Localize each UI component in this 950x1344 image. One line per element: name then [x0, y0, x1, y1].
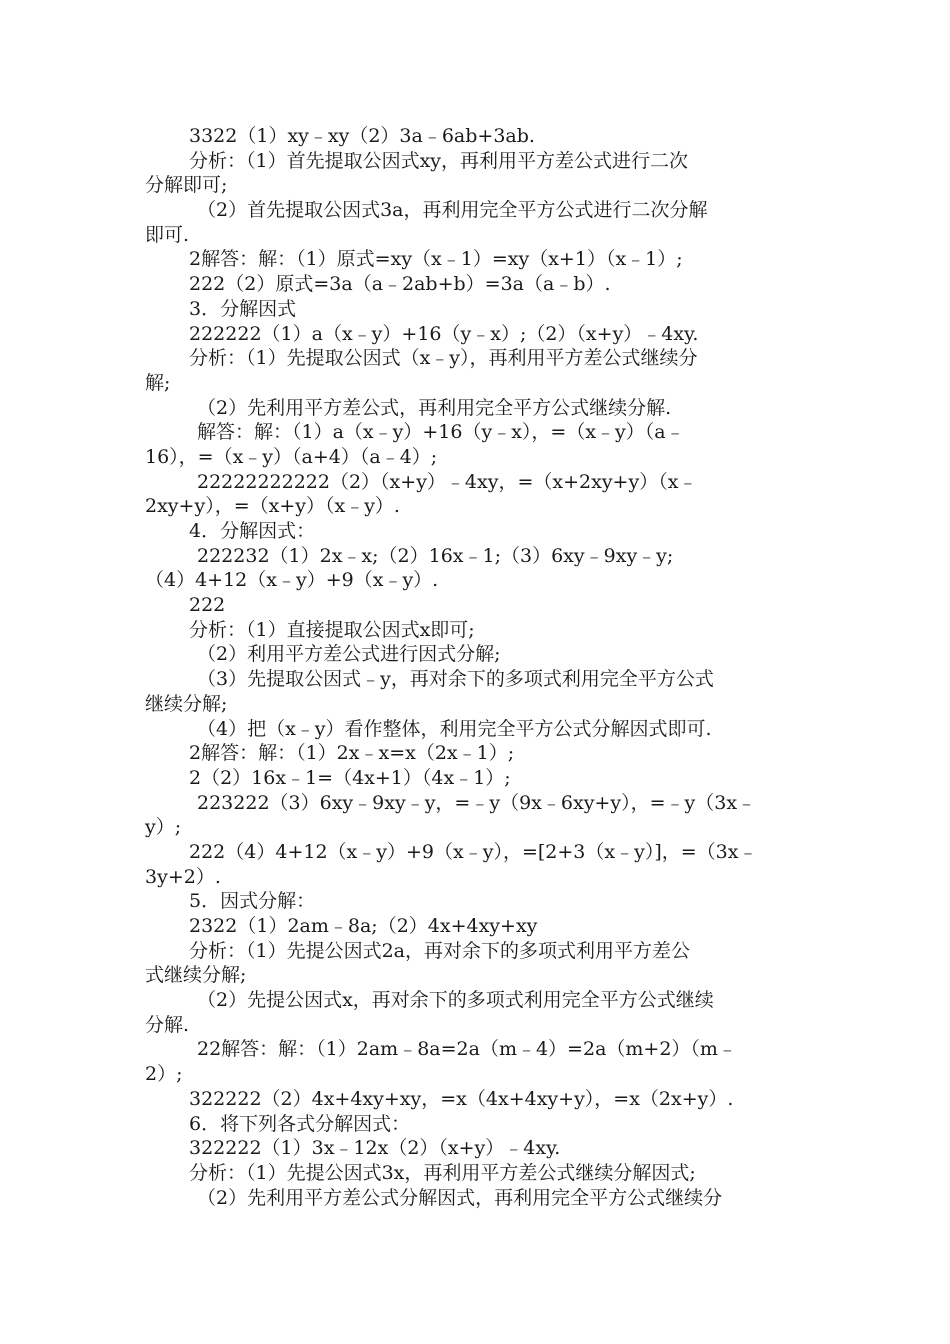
text-line: 分析：（1）直接提取公因式x即可;	[189, 618, 475, 641]
text-line: （4）把（x﹣y）看作整体，利用完全平方公式分解因式即可.	[197, 717, 712, 740]
text-line: 5．因式分解：	[189, 890, 316, 913]
text-line: （2）先提公因式x，再对余下的多项式利用完全平方公式继续	[197, 989, 714, 1012]
text-line: （2）先利用平方差公式分解因式，再利用完全平方公式继续分	[197, 1186, 723, 1209]
text-line: 222232（1）2x﹣x;（2）16x﹣1;（3）6xy﹣9xy﹣y;	[197, 544, 674, 567]
text-line: 2322（1）2am﹣8a;（2）4x+4xy+xy	[189, 915, 538, 937]
text-line: 222（4）4+12（x﹣y）+9（x﹣y），=[2+3（x﹣y）]，=（3x﹣	[189, 840, 758, 863]
text-line: 2解答：解：（1）原式=xy（x﹣1）=xy（x+1）（x﹣1）;	[189, 248, 683, 271]
text-line: （3）先提取公因式﹣y，再对余下的多项式利用完全平方公式	[197, 668, 714, 691]
text-line: 4．分解因式：	[189, 520, 316, 542]
text-line: （4）4+12（x﹣y）+9（x﹣y）.	[145, 569, 439, 592]
text-line: 222222（1）a（x﹣y）+16（y﹣x）;（2）（x+y）﹣4xy.	[189, 322, 699, 345]
text-line: 即可.	[145, 223, 190, 246]
text-line: 223222（3）6xy﹣9xy﹣y，=﹣y（9x﹣6xy+y），=﹣y（3x﹣	[197, 791, 757, 814]
document-body	[145, 124, 810, 1210]
text-line: 222（2）原式=3a（a﹣2ab+b）=3a（a﹣b）.	[189, 273, 611, 296]
text-line: 2）;	[145, 1063, 183, 1086]
text-line: （2）利用平方差公式进行因式分解;	[197, 643, 501, 666]
text-line: y）;	[145, 816, 182, 839]
text-line: 继续分解;	[145, 692, 228, 715]
text-line: 2解答：解：（1）2x﹣x=x（2x﹣1）;	[189, 742, 515, 765]
text-line: 6．将下列各式分解因式：	[189, 1112, 411, 1135]
text-line: 分解即可;	[145, 174, 228, 197]
text-line: （2）先利用平方差公式，再利用完全平方公式继续分解.	[197, 396, 672, 419]
text-line: 3y+2）.	[145, 865, 221, 888]
text-line: 16），=（x﹣y）（a+4）（a﹣4）;	[145, 445, 438, 468]
text-line: 分析：（1）先提公因式3x，再利用平方差公式继续分解因式;	[189, 1161, 696, 1184]
text-line: 322222（2）4x+4xy+xy，=x（4x+4xy+y），=x（2x+y）.	[189, 1087, 734, 1110]
text-line: 分解.	[145, 1013, 190, 1036]
text-line: 3．分解因式	[189, 297, 297, 320]
text-line: 解答：解：（1）a（x﹣y）+16（y﹣x），=（x﹣y）（a﹣	[197, 421, 685, 444]
text-line: 解;	[145, 371, 171, 394]
text-line: 22解答：解：（1）2am﹣8a=2a（m﹣4）=2a（m+2）（m﹣	[197, 1038, 737, 1061]
text-line: 2xy+y），=（x+y）（x﹣y）.	[145, 495, 400, 518]
text-line: 222	[189, 594, 226, 617]
text-line: （2）首先提取公因式3a，再利用完全平方公式进行二次分解	[197, 199, 708, 222]
text-line: 分析：（1）先提公因式2a，再对余下的多项式利用平方差公	[189, 939, 691, 962]
text-line: 分析：（1）先提取公因式（x﹣y），再利用平方差公式继续分	[189, 347, 698, 370]
text-line: 2（2）16x﹣1=（4x+1）（4x﹣1）;	[189, 766, 511, 789]
text-line: 3322（1）xy﹣xy（2）3a﹣6ab+3ab.	[189, 125, 535, 147]
text-line: 分析：（1）首先提取公因式xy，再利用平方差公式进行二次	[189, 149, 689, 172]
text-line: 式继续分解;	[145, 964, 247, 987]
text-line: 322222（1）3x﹣12x（2）（x+y）﹣4xy.	[189, 1137, 561, 1160]
text-line: 22222222222（2）（x+y）﹣4xy，=（x+2xy+y）（x﹣	[197, 470, 698, 493]
